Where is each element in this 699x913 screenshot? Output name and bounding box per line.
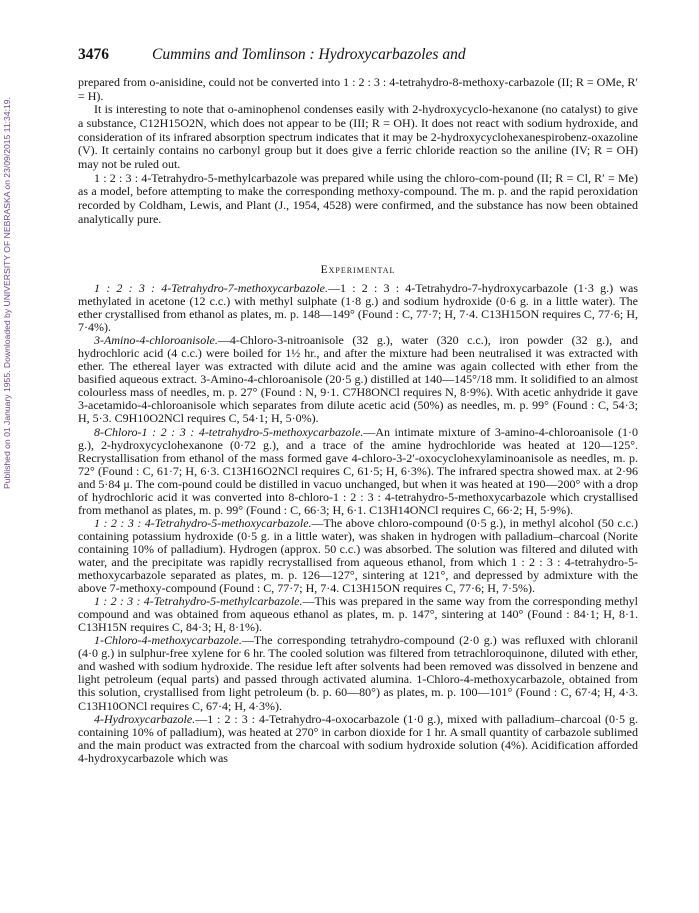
experimental-paragraph (78, 517, 638, 595)
compound-heading: 1 : 2 : 3 : 4-Tetrahydro-5-methoxycarbazole. (94, 515, 312, 530)
paragraph-body: —1 : 2 : 3 : 4-Tetrahydro-7-hydroxycarbazole (1·3 g.) was methylated in acetone (12 c.c.) with methyl sulphate (1·8 g.) and sodium hydroxide (0·6 g. in a little water). The ether crystallised from ethanol as plates, m. p. 148—149° (Found : C, 77·7; H, 7·4. C13H15ON requires C, 77·6; H, 7·4%). (78, 281, 638, 335)
paragraph-body: —1 : 2 : 3 : 4-Tetrahydro-4-oxocarbazole (1·0 g.), mixed with palladium–charcoal (0·5 g. containing 10% of palladium), was heated at 270° in carbon dioxide for 1 hr. A small quantity of carbazole sublimed and the main product was extracted from the charcoal with sodium hydroxide solution (4%). Acidification afforded 4-hydroxycarbazole which was (78, 711, 638, 765)
experimental-paragraph (78, 426, 638, 517)
intro-text (78, 76, 638, 226)
section-title: Experimental (320, 264, 396, 276)
compound-heading: 4-Hydroxycarbazole. (94, 711, 196, 726)
compound-heading: 3-Amino-4-chloroanisole. (94, 333, 218, 348)
experimental-paragraph (78, 595, 638, 634)
intro-paragraph: 1 : 2 : 3 : 4-Tetrahydro-5-methylcarbazole was prepared while using the chloro-com-pound (II; R = Cl, R′ = Me) as a model, before attempting to make the corresponding methoxy-compound. The m. p. and the rapid peroxidation recorded by Coldham, Lewis, and Plant (J., 1954, 4528) were confirmed, and the substance has now been obtained analytically pure. (78, 170, 638, 226)
experimental-text (78, 282, 638, 765)
intro-paragraph: prepared from o-anisidine, could not be converted into 1 : 2 : 3 : 4-tetrahydro-8-methoxy-carbazole (II; R = OMe, R′ = H). (78, 75, 638, 103)
paragraph-body: —This was prepared in the same way from the corresponding methyl compound and was obtained from aqueous ethanol as plates, m. p. 147°, sintering at 140° (Found : 84·1; H, 8·1. C13H15N requires C, 84·3; H, 8·1%). (78, 594, 638, 635)
experimental-paragraph (78, 282, 638, 334)
running-title: Cummins and Tomlinson : Hydroxycarbazoles and (152, 46, 466, 63)
experimental-paragraph (78, 334, 638, 425)
paragraph-body: —4-Chloro-3-nitroanisole (32 g.), water (320 c.c.), iron powder (32 g.), and hydrochloric acid (4 c.c.) were boiled for 1½ hr., and after the mixture had been neutralised it was extracted with ether. The ethereal layer was extracted with dilute acid and the amine was again collected with ether from the basified aqueous extract. 3-Amino-4-chloroanisole (20·5 g.) distilled at 140—145°/18 mm. It solidified to an almost colourless mass of needles, m. p. 27° (Found : N, 9·1. C7H8ONCl requires N, 8·9%). With acetic anhydride it gave 3-acetamido-4-chloroanisole which separates from dilute acetic acid (50%) as needles, m. p. 99° (Found : C, 54·3; H, 5·3. C9H10O2NCl requires C, 54·1; H, 5·0%). (78, 333, 638, 426)
experimental-paragraph (78, 634, 638, 712)
paragraph-body: —The above chloro-compound (0·5 g.), in methyl alcohol (50 c.c.) containing potassium hydroxide (0·5 g. in a little water), was shaken in hydrogen with palladium–charcoal (Norite containing 10% of palladium). Hydrogen (approx. 50 c.c.) was absorbed. The solution was filtered and diluted with water, and the precipitate was rapidly recrystallised from aqueous ethanol, from which 1 : 2 : 3 : 4-tetrahydro-5-methoxycarbazole separated as plates, m. p. 126—127°, sintering at 121°, and depressed by admixture with the above 7-methoxy-compound (Found : C, 77·7; H, 7·4. C13H15ON requires C, 77·6; H, 7·5%). (78, 515, 638, 596)
download-watermark: Published on 01 January 1955. Downloaded by UNIVERSITY OF NEBRASKA on 23/09/2015 11:34:19. (2, 97, 12, 489)
compound-heading: 1-Chloro-4-methoxycarbazole. (94, 633, 242, 648)
paragraph-body: —The corresponding tetrahydro-compound (2·0 g.) was refluxed with chloranil (4·0 g.) in sulphur-free xylene for 6 hr. The cooled solution was filtered from tetrachloroquinone, diluted with ether, and washed with sodium hydroxide. The residue left after solvents had been removed was dissolved in benzene and light petroleum (equal parts) and passed through activated alumina. 1-Chloro-4-methoxycarbazole, obtained from this solution, crystallised from light petroleum (b. p. 60—80°) as plates, m. p. 100—101° (Found : C, 67·4; H, 4·3. C13H10ONCl requires C, 67·4; H, 4·3%). (78, 633, 638, 713)
page-number: 3476 (78, 46, 109, 63)
experimental-paragraph (78, 713, 638, 765)
running-header (78, 46, 638, 68)
compound-heading: 1 : 2 : 3 : 4-Tetrahydro-7-methoxycarbazole. (94, 281, 329, 295)
intro-paragraph: It is interesting to note that o-aminophenol condenses easily with 2-hydroxycyclo-hexanone (no catalyst) to give a substance, C12H15O2N, which does not appear to be (III; R = OH). It does not react with sodium hydroxide, and consideration of its infrared absorption spectrum indicates that it may be 2-hydroxycyclohexanespirobenz-oxazoline (V). It certainly contains no carbonyl group but it does give a ferric chloride reaction so the aniline (IV; R = OH) may not be ruled out. (78, 102, 638, 171)
compound-heading: 8-Chloro-1 : 2 : 3 : 4-tetrahydro-5-methoxycarbazole. (94, 424, 364, 439)
paragraph-body: —An intimate mixture of 3-amino-4-chloroanisole (1·0 g.), 2-hydroxycyclohexanone (0·72 g.), and a trace of the amine hydrochloride was heated at 120—125°. Recrystallisation from ethanol of the mass formed gave 4-chloro-3-2′-oxocyclohexylaminoanisole as needles, m. p. 72° (Found : C, 61·7; H, 6·3. C13H16O2NCl requires C, 61·5; H, 6·3%). The infrared spectra showed max. at 2·96 and 5·84 μ. The com-pound could be distilled in vacuo unchanged, but when it was heated at 190—200° with a drop of hydrochloric acid it was converted into 8-chloro-1 : 2 : 3 : 4-tetrahydro-5-methoxycarbazole which crystallised from methanol as plates, m. p. 99° (Found : C, 66·3; H, 6·1. C13H14ONCl requires C, 66·2; H, 5·9%). (78, 424, 638, 517)
compound-heading: 1 : 2 : 3 : 4-Tetrahydro-5-methylcarbazole. (94, 594, 303, 609)
